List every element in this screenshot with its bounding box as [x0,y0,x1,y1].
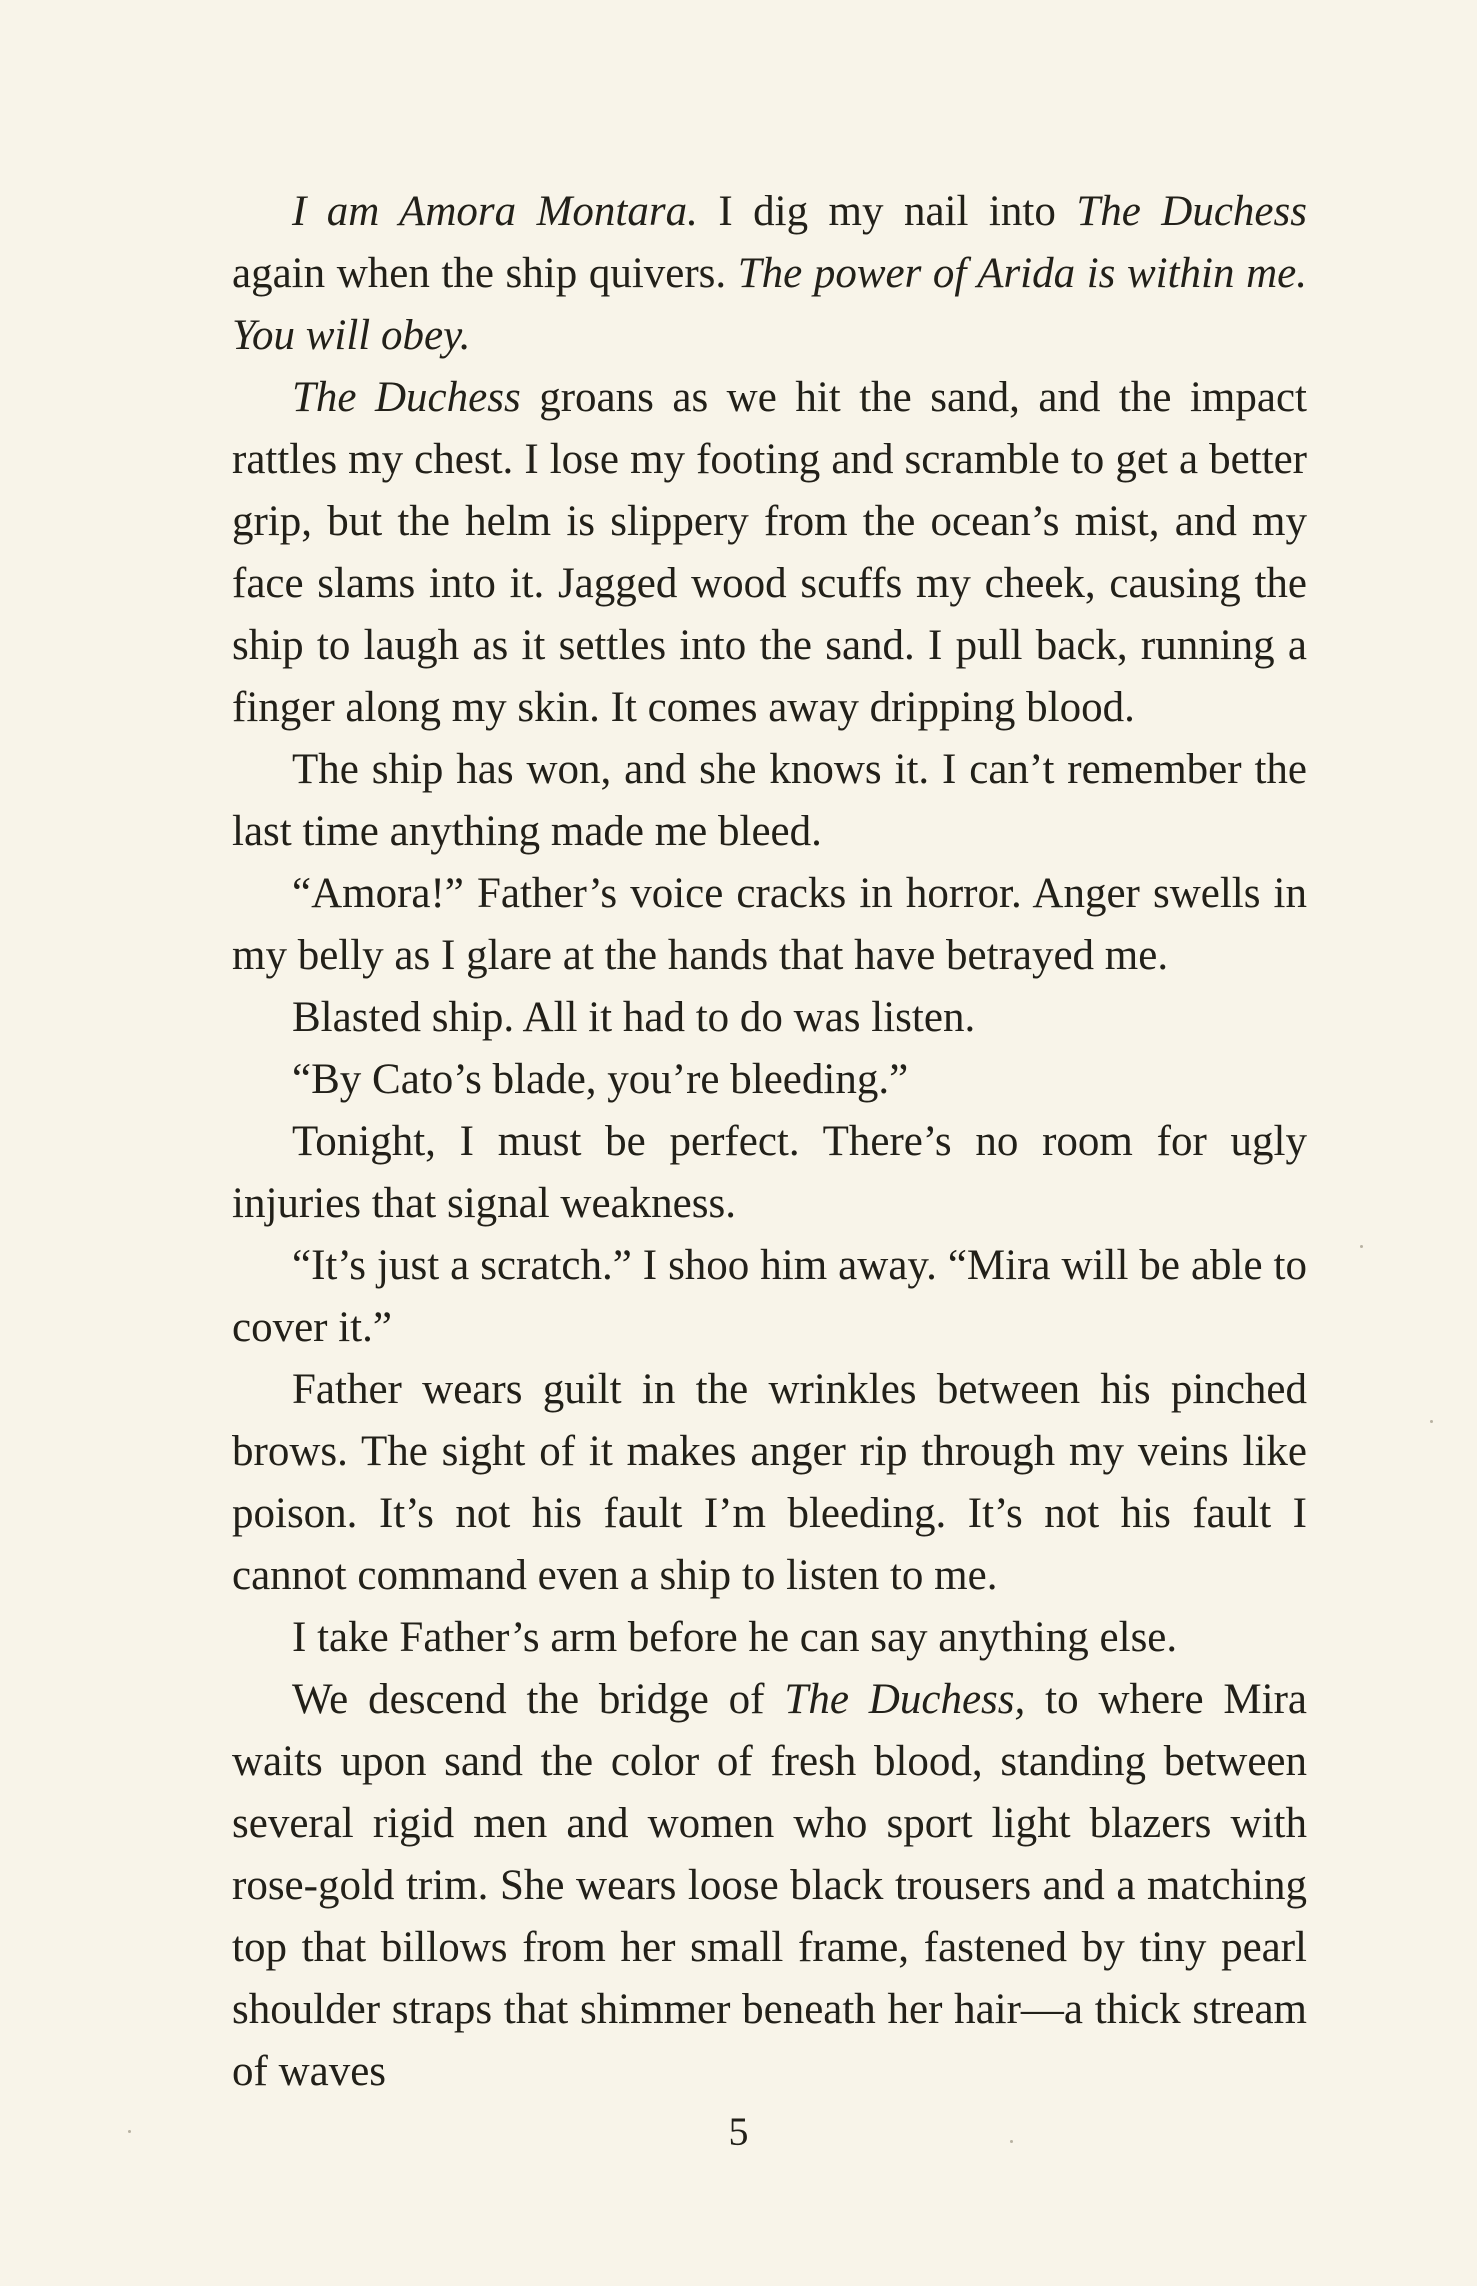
page-number: 5 [728,2109,749,2154]
italic-text-segment: The power of Arida is within me. You will obey. [232,250,1307,359]
text-segment: “It’s just a scratch.” I shoo him away. “Mira will be able to cover it.” [232,1242,1307,1351]
text-segment: to where Mira waits upon sand the color of fresh blood, standing between several rigid men and women who sport light blazers with rose-gold trim. She wears loose black trousers and a matching top that billows from her small frame, fastened by tiny pearl shoulder straps that shimmer beneath her hair—a thick stream of waves [232,1676,1308,2095]
text-segment: We descend the bridge of [292,1676,785,1723]
italic-text-segment: I am Amora Montara. [292,188,698,235]
text-segment: Father wears guilt in the wrinkles between his pinched brows. The sight of it makes anger rip through my veins like poison. It’s not his fault I’m bleeding. It’s not his fault I cannot command even a ship to listen to me. [232,1366,1307,1599]
text-segment: groans as we hit the sand, and the impact rattles my chest. I lose my footing and scramble to get a better grip, but the helm is slippery from the ocean’s mist, and my face slams into it. Jagged wood scuffs my cheek, causing the ship to laugh as it settles into the sand. I pull back, running a finger along my skin. It comes away dripping blood. [232,374,1307,731]
text-segment: I take Father’s arm before he can say anything else. [292,1614,1178,1661]
text-segment: Blasted ship. All it had to do was listen. [292,994,976,1041]
text-segment: Tonight, I must be perfect. There’s no room for ugly injuries that signal weakness. [232,1118,1307,1227]
body-text [232,181,1307,2103]
paper-speck [1360,1245,1363,1248]
paragraph [232,1049,1307,1111]
text-segment: again when the ship quivers. [232,250,738,297]
paragraph [232,1111,1307,1235]
paragraph [232,181,1307,367]
paragraph [232,367,1307,739]
paragraph [232,1607,1307,1669]
paragraph [232,1359,1307,1607]
paragraph [232,1235,1307,1359]
text-segment: “Amora!” Father’s voice cracks in horror. Anger swells in my belly as I glare at the hands that have betrayed me. [232,870,1307,979]
italic-text-segment: The Duchess, [784,1676,1026,1723]
paper-speck [1010,2140,1013,2143]
text-segment: I dig my nail into [697,188,1077,235]
italic-text-segment: The Duchess [292,374,521,421]
paper-speck [128,2130,131,2133]
text-segment: The ship has won, and she knows it. I can’t remember the last time anything made me bleed. [232,746,1307,855]
paragraph [232,863,1307,987]
text-segment: “By Cato’s blade, you’re bleeding.” [292,1056,909,1103]
paper-speck [1430,1420,1433,1423]
italic-text-segment: The Duchess [1076,188,1307,235]
paragraph [232,1669,1307,2103]
paragraph [232,739,1307,863]
paragraph [232,987,1307,1049]
